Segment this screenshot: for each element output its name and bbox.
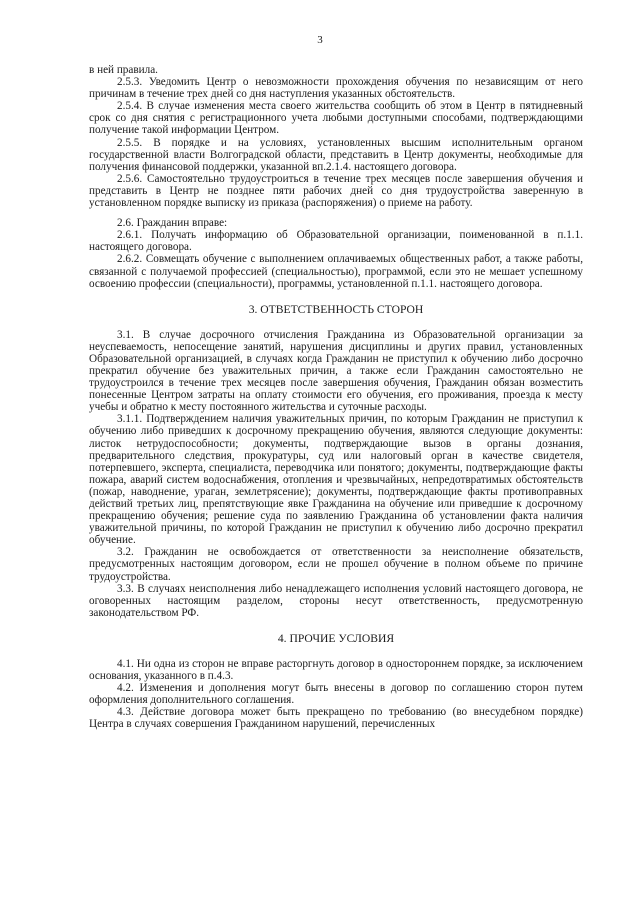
paragraph-4-1: 4.1. Ни одна из сторон не вправе расторгнуть договор в одностороннем порядке, за исключением основания, указанного в п.4.3. [89, 657, 583, 683]
section-3-title: 3. ОТВЕТСТВЕННОСТЬ СТОРОН [248, 302, 424, 316]
paragraph-2-5-5: 2.5.5. В порядке и на условиях, установленных высшим исполнительным органом государственной власти Волгоградской области, представить в Центр документы, необходимые для получения финансовой поддержки, указанной вп.2.1.4. настоящего договора. [89, 136, 583, 173]
paragraph-2-6: 2.6. Гражданин вправе: [117, 217, 228, 230]
paragraph-2-6-1: 2.6.1. Получать информацию об Образовательной организации, поименованной в п.1.1. настоящего договора. [89, 229, 583, 254]
paragraph-3-1: 3.1. В случае досрочного отчисления Гражданина из Образовательной организации за неуспеваемость, непосещение занятий, нарушения дисциплины и других правил, установленных Образовательной организацией, в случаях когда Гражданин не приступил к обучению либо досрочно прекратил обучение без уважительных причин, а также если Гражданин самостоятельно не трудоустроился в течение трех месяцев после завершения обучения, Гражданин обязан возместить понесенные Центром затраты на оплату стоимости его обучения, его проживания, проезда к месту учебы и обратно к месту постоянного жительства и суточные расходы. [89, 328, 583, 414]
paragraph-3-1-1: 3.1.1. Подтверждением наличия уважительных причин, по которым Гражданин не приступил к обучению либо приведших к досрочному прекращению обучения, являются следующие документы: листок нетрудоспособности; документы, подтверждающие вызов в органы дознания, предварительного следствия, прокуратуры, суд или налоговый орган в качестве свидетеля, потерпевшего, эксперта, специалиста, переводчика или понятого; документы, подтверждающие факты пожара, аварий систем водоснабжения, отопления и чрезвычайных, непредотвратимых обстоятельств (пожар, наводнение, ураган, землетрясение); документы, подтверждающие факты противоправных действий третьих лиц, препятствующие явке Гражданина на обучение или приведшие к досрочному прекращению обучения; решение суда по заявлению Гражданина об установлении факта наличия уважительной причины, по которой Гражданин не приступил к обучению либо досрочно прекратил обучение. [89, 413, 583, 547]
paragraph-continuation: в ней правила. [89, 64, 158, 76]
paragraph-3-3: 3.3. В случаях неисполнения либо ненадлежащего исполнения условий настоящего договора, не оговоренных настоящим разделом, стороны несут ответственность, предусмотренную законодательством РФ. [89, 582, 583, 619]
page-number: 3 [317, 34, 323, 46]
paragraph-4-3: 4.3. Действие договора может быть прекращено по требованию (во внесудебном порядке) Центра в случаях совершения Гражданином нарушений, перечисленных [89, 706, 583, 731]
paragraph-2-6-2: 2.6.2. Совмещать обучение с выполнением оплачиваемых общественных работ, а также работы, связанной с получаемой профессией (специальностью), программой, если это не мешает успешному освоению профессии (специальности), программы, установленной п.1.1. настоящего договора. [89, 253, 583, 290]
paragraph-4-2: 4.2. Изменения и дополнения могут быть внесены в договор по соглашению сторон путем оформления дополнительного соглашения. [89, 682, 583, 707]
paragraph-2-5-4: 2.5.4. В случае изменения места своего жительства сообщить об этом в Центр в пятидневный срок со дня снятия с регистрационного учета любыми доступными способами, подтверждающими получение такой информации Центром. [89, 100, 583, 137]
paragraph-3-2: 3.2. Гражданин не освобождается от ответственности за неисполнение обязательств, предусмотренных настоящим договором, если не прошел обучение в полном объеме по причине трудоустройства. [89, 546, 583, 583]
document-body [89, 64, 583, 731]
paragraph-2-5-6: 2.5.6. Самостоятельно трудоустроиться в течение трех месяцев после завершения обучения и представить в Центр не позднее пяти рабочих дней со дня трудоустройства заверенную в установленном порядке выписку из приказа (распоряжения) о приеме на работу. [89, 172, 583, 210]
section-4-title: 4. ПРОЧИЕ УСЛОВИЯ [277, 631, 395, 645]
paragraph-2-5-3: 2.5.3. Уведомить Центр о невозможности прохождения обучения по независящим от него причинам в течение трех дней со дня наступления указанных обстоятельств. [89, 76, 583, 101]
